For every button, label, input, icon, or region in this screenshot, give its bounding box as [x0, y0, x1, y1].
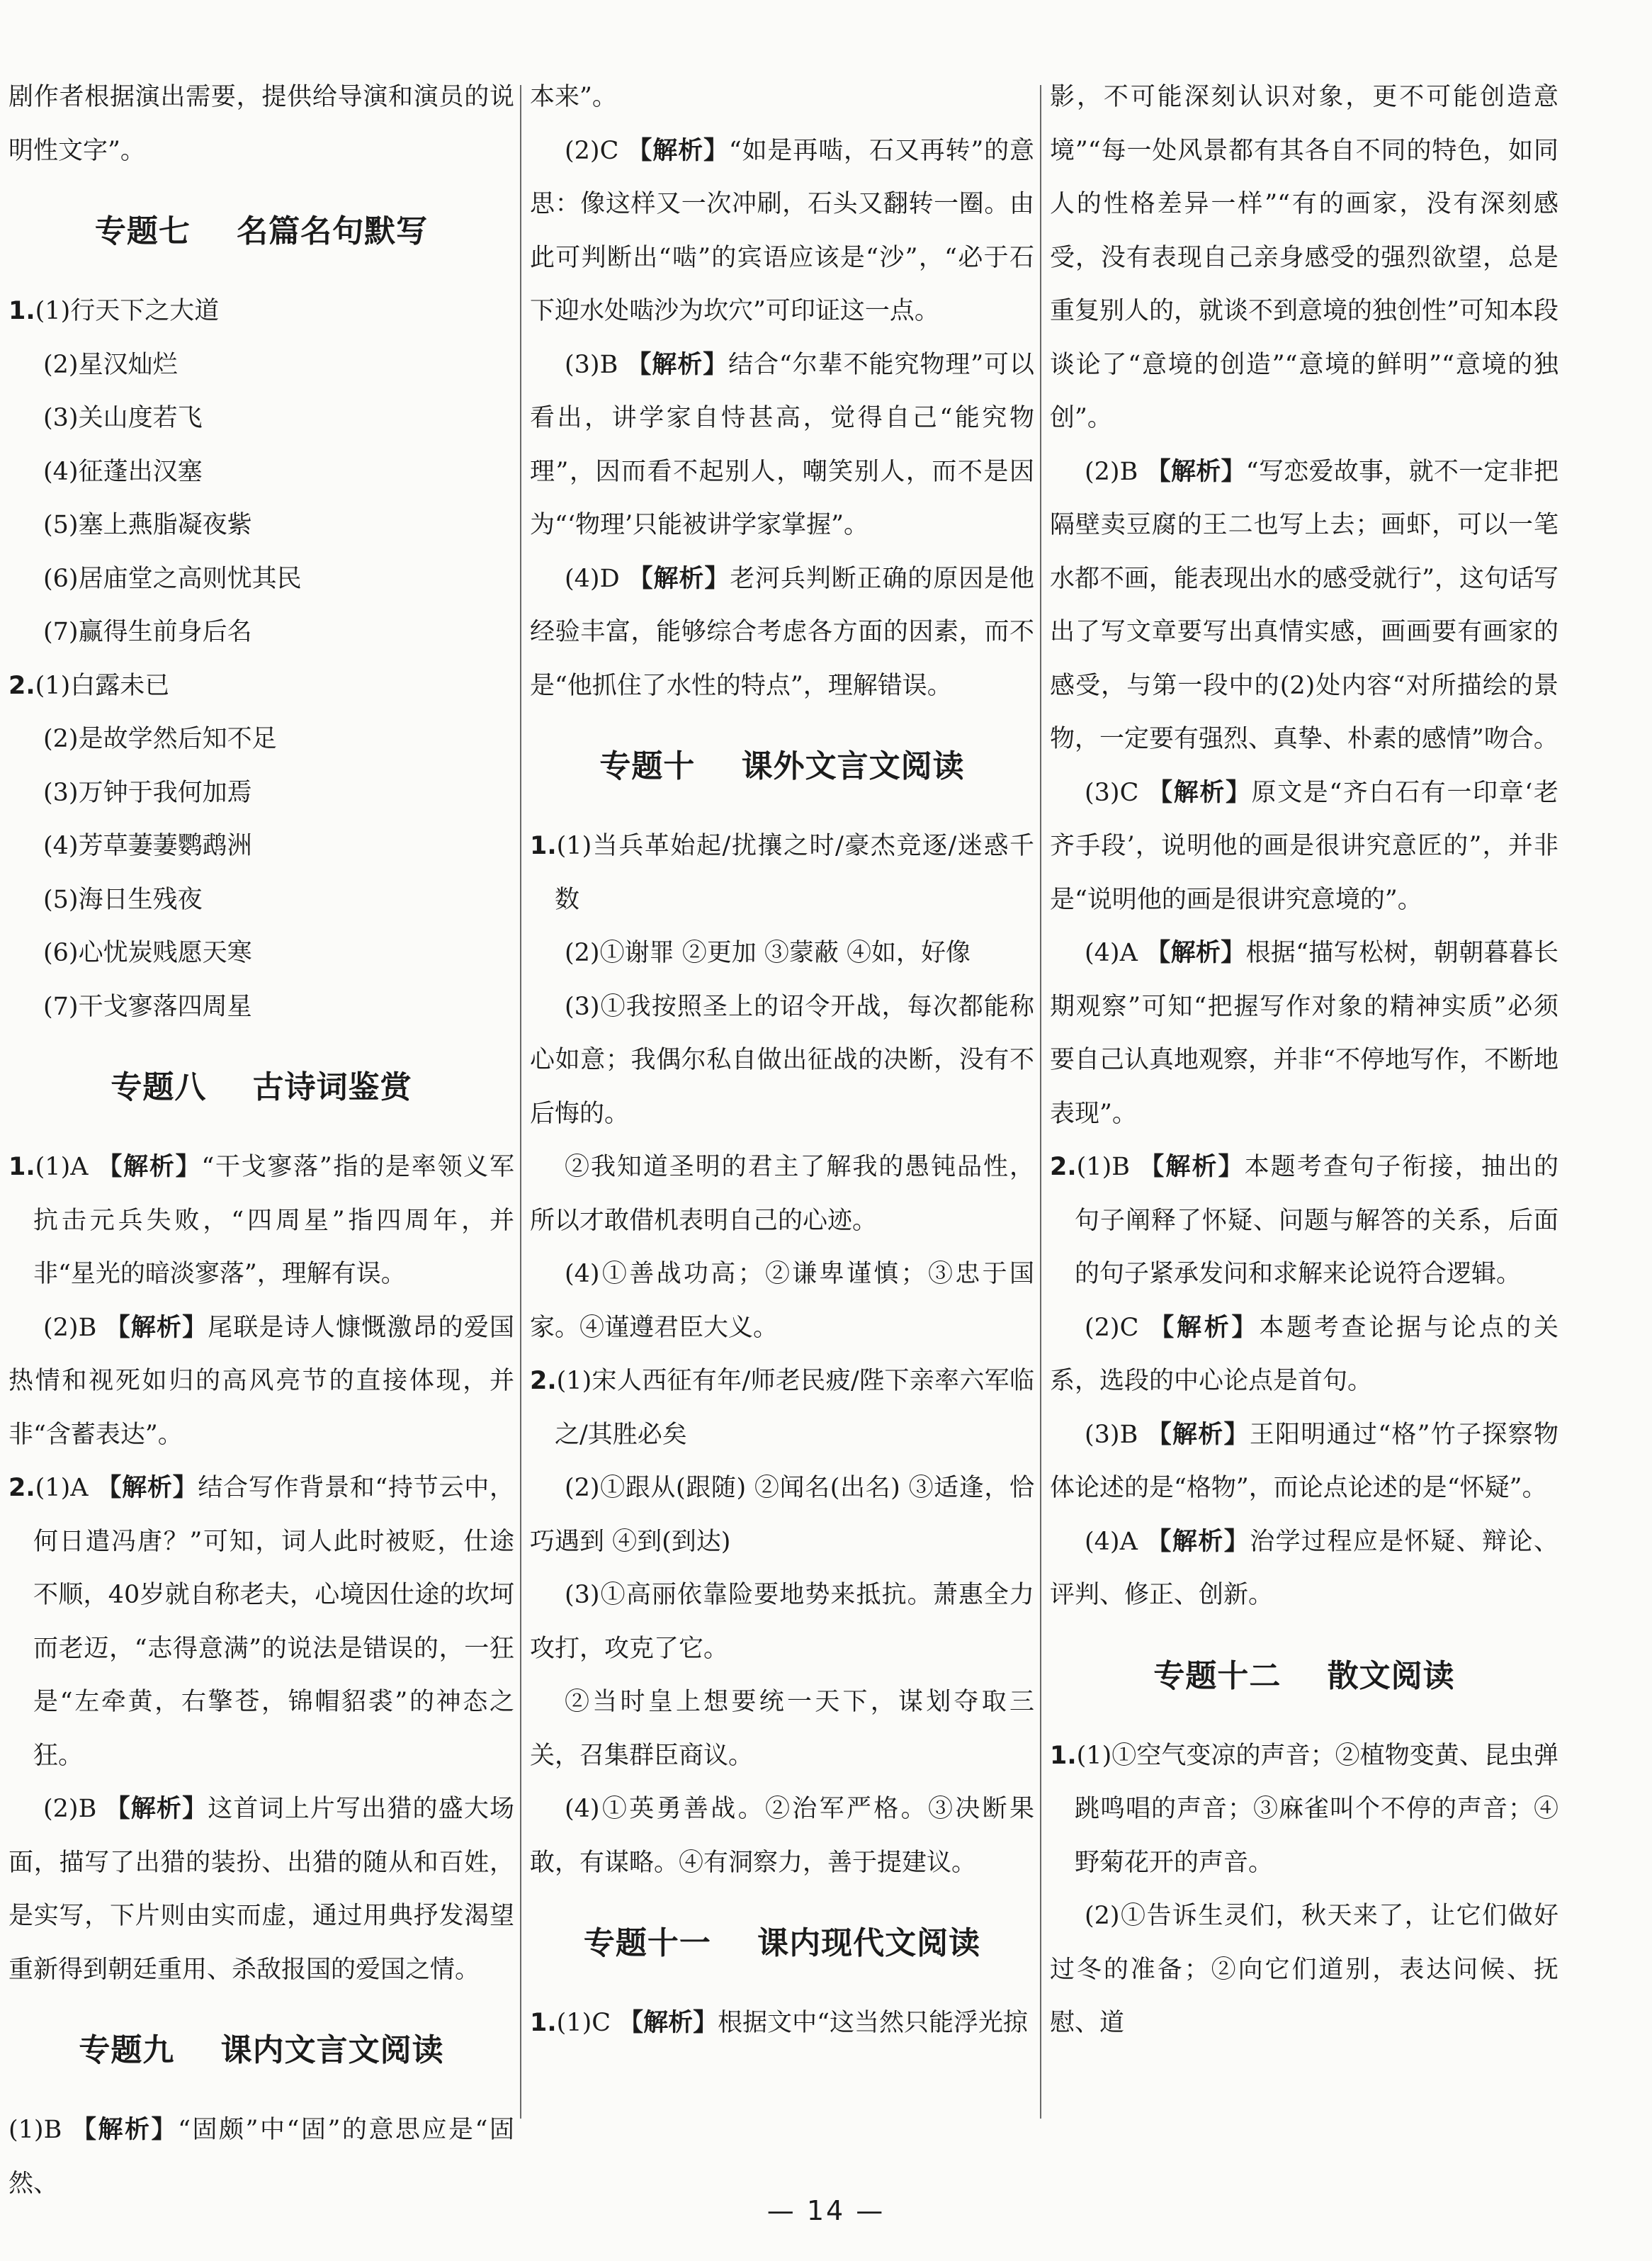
answer-text: 本题考查论据与论点的关系，选段的中心论点是首句。 [1050, 1313, 1558, 1395]
answer-text: (4)芳草萋萋鹦鹉洲 [43, 832, 252, 860]
answer-text: (5)海日生残夜 [43, 885, 203, 914]
answer-paragraph [530, 1462, 1034, 1569]
answer-choice: (4)A [1085, 1527, 1147, 1556]
answer-paragraph [9, 1783, 514, 1997]
answer-paragraph [9, 499, 514, 553]
analysis-tag: 【解析】 [1149, 1313, 1260, 1342]
answer-text: (1)白露未已 [35, 671, 170, 700]
analysis-tag: 【解析】 [105, 1795, 208, 1823]
answer-paragraph [1050, 927, 1558, 1141]
answer-text: ②我知道圣明的君主了解我的愚钝品性，所以才敢借机表明自己的心迹。 [530, 1153, 1034, 1235]
answer-paragraph [9, 874, 514, 927]
analysis-tag: 【解析】 [1148, 778, 1252, 807]
answer-text: 治学过程应是怀疑、辩论、评判、修正、创新。 [1050, 1527, 1558, 1609]
answer-paragraph [530, 1569, 1034, 1676]
answer-paragraph [530, 981, 1034, 1141]
question-number: 2. [1050, 1153, 1077, 1181]
answer-text: (1)宋人西征有年/师老民疲/陛下亲率六军临之/其胜必矣 [555, 1367, 1034, 1449]
answer-choice: (3)C [1085, 778, 1148, 807]
answer-paragraph [9, 660, 514, 714]
answer-text: (2)①谢罪 ②更加 ③蒙蔽 ④如，好像 [565, 939, 971, 967]
answer-text: 本来”。 [530, 83, 617, 111]
column-divider-left [520, 85, 521, 2119]
answer-choice: (1)B [9, 2116, 72, 2144]
answer-text: (3)万钟于我何加焉 [43, 778, 252, 807]
analysis-tag: 【解析】 [627, 136, 729, 165]
answer-paragraph [9, 553, 514, 607]
answer-paragraph [1050, 71, 1558, 446]
analysis-tag: 【解析】 [96, 1474, 198, 1502]
answer-text: “固颇”中“固”的意思应是“固然、 [9, 2116, 514, 2198]
answer-paragraph [9, 713, 514, 767]
answer-text: 老河兵判断正确的原因是他经验丰富，能够综合考虑各方面的因素，而不是“他抓住了水性的特点”，理解错误。 [530, 564, 1034, 700]
answer-paragraph [9, 927, 514, 981]
analysis-tag: 【解析】 [618, 2009, 718, 2037]
question-number: 1. [1050, 1741, 1077, 1770]
answer-text: ②当时皇上想要统一天下，谋划夺取三关，召集群臣商议。 [530, 1688, 1034, 1770]
answer-paragraph [530, 71, 1034, 125]
answer-text: 结合写作背景和“持节云中，何日遣冯唐？”可知，词人此时被贬，仕途不顺，40岁就自称老夫，心境因仕途的坎坷而老迈，“志得意满”的说法是错误的，一狂是“左牵黄，右擎苍，锦帽貂裘”的神态之狂。 [33, 1474, 514, 1770]
answer-paragraph [9, 1462, 514, 1783]
question-number: 1. [9, 297, 35, 325]
answer-choice: (2)B [43, 1313, 106, 1342]
answer-paragraph [530, 1248, 1034, 1355]
answer-choice: (1)A [35, 1474, 97, 1502]
section-heading: 专题八 古诗词鉴赏 [111, 1069, 412, 1105]
right-column [1050, 71, 1558, 2051]
answer-text: 根据“描写松树，朝朝暮暮长期观察”可知“把握写作对象的精神实质”必须要自己认真地观察，并非“不停地写作，不断地表现”。 [1050, 939, 1558, 1128]
answer-text: 剧作者根据演出需要，提供给导演和演员的说明性文字”。 [9, 83, 514, 165]
answer-paragraph [530, 1676, 1034, 1783]
question-number: 2. [9, 1474, 35, 1502]
answer-text: 王阳明通过“格”竹子探察物体论述的是“格物”，而论点论述的是“怀疑”。 [1050, 1420, 1558, 1502]
answer-choice: (2)C [1085, 1313, 1150, 1342]
answer-text: “写恋爱故事，就不一定非把隔壁卖豆腐的王二也写上去；画虾，可以一笔水都不画，能表现出水的感受就行”，这句话写出了写文章要写出真情实感，画画要有画家的感受，与第一段中的(2)处内容“对所描绘的景物，一定要有强烈、真挚、朴素的感情”吻合。 [1050, 457, 1558, 753]
answer-paragraph [1050, 446, 1558, 767]
answer-paragraph [1050, 1302, 1558, 1409]
answer-paragraph [530, 1783, 1034, 1890]
answer-paragraph [9, 446, 514, 500]
answer-paragraph [530, 1355, 1034, 1462]
answer-choice: (2)B [1085, 457, 1146, 486]
answer-text: (3)关山度若飞 [43, 404, 203, 432]
answer-text: 结合“尔辈不能究物理”可以看出，讲学家自恃甚高，觉得自己“能究物理”，因而看不起别人，嘲笑别人，而不是因为“‘物理’只能被讲学家掌握”。 [530, 350, 1034, 539]
answer-text: (1)行天下之大道 [35, 297, 220, 325]
answer-paragraph [9, 767, 514, 821]
page-number: — 14 — [766, 2195, 886, 2226]
answer-paragraph [1050, 1516, 1558, 1623]
column-divider-right [1040, 85, 1041, 2119]
answer-paragraph [530, 125, 1034, 339]
analysis-tag: 【解析】 [97, 1153, 202, 1181]
answer-choice: (3)B [565, 350, 627, 379]
left-column [9, 71, 514, 2211]
section-heading: 专题十一 课内现代文阅读 [583, 1925, 981, 1961]
analysis-tag: 【解析】 [1146, 1527, 1250, 1556]
analysis-tag: 【解析】 [1139, 1153, 1245, 1181]
answer-text: 这首词上片写出猎的盛大场面，描写了出猎的装扮、出猎的随从和百姓，是实写，下片则由实而虚，通过用典抒发渴望重新得到朝廷重用、杀敌报国的爱国之情。 [9, 1795, 514, 1984]
answer-text: (6)居庙堂之高则忧其民 [43, 564, 302, 593]
answer-paragraph [530, 1141, 1034, 1248]
answer-paragraph [1050, 1890, 1558, 2051]
answer-text: (7)干戈寥落四周星 [43, 992, 252, 1021]
answer-text: (4)①英勇善战。②治军严格。③决断果敢，有谋略。④有洞察力，善于提建议。 [530, 1795, 1034, 1877]
answer-text: (2)是故学然后知不足 [43, 725, 277, 753]
answer-paragraph [1050, 1141, 1558, 1302]
answer-paragraph [530, 339, 1034, 553]
section-heading: 专题九 课内文言文阅读 [79, 2032, 444, 2068]
answer-paragraph [530, 820, 1034, 927]
answer-choice: (1)C [556, 2009, 619, 2037]
answer-choice: (2)C [565, 136, 628, 165]
question-number: 1. [530, 2009, 557, 2037]
answer-paragraph [1050, 1730, 1558, 1890]
answer-paragraph [530, 553, 1034, 714]
answer-choice: (1)A [35, 1153, 98, 1181]
answer-text: (2)①告诉生灵们，秋天来了，让它们做好过冬的准备；②向它们道别，表达问候、抚慰、道 [1050, 1902, 1558, 2037]
answer-text: (6)心忧炭贱愿天寒 [43, 939, 252, 967]
answer-paragraph [1050, 1409, 1558, 1516]
answer-text: (1)①空气变凉的声音；②植物变黄、昆虫弹跳鸣唱的声音；③麻雀叫个不停的声音；④野菊花开的声音。 [1075, 1741, 1558, 1877]
answer-text: (3)①我按照圣上的诏令开战，每次都能称心如意；我偶尔私自做出征战的决断，没有不后悔的。 [530, 992, 1034, 1128]
question-number: 2. [530, 1367, 557, 1395]
answer-paragraph [9, 392, 514, 446]
middle-column [530, 71, 1034, 2051]
answer-text: 原文是“齐白石有一印章‘老齐手段’，说明他的画是很讲究意匠的”，并非是“说明他的画是很讲究意境的”。 [1050, 778, 1558, 914]
answer-paragraph [9, 820, 514, 874]
answer-paragraph [9, 71, 514, 178]
answer-paragraph [9, 606, 514, 660]
answer-text: 影，不可能深刻认识对象，更不可能创造意境”“每一处风景都有其各自不同的特色，如同人的性格差异一样”“有的画家，没有深刻感受，没有表现自己亲身感受的强烈欲望，总是重复别人的，就谈不到意境的独创性”可知本段谈论了“意境的创造”“意境的鲜明”“意境的独创”。 [1050, 83, 1558, 432]
answer-text: (4)征蓬出汉塞 [43, 457, 203, 486]
analysis-tag: 【解析】 [71, 2116, 179, 2144]
answer-text: (2)①跟从(跟随) ②闻名(出名) ③适逢，恰巧遇到 ④到(到达) [530, 1474, 1034, 1556]
section-heading: 专题十 课外文言文阅读 [599, 748, 965, 784]
answer-text: “如是再啮，石又再转”的意思：像这样又一次冲刷，石头又翻转一圈。由此可判断出“啮”的宾语应该是“沙”，“必于石下迎水处啮沙为坎穴”可印证这一点。 [530, 136, 1034, 325]
section-heading: 专题十二 散文阅读 [1153, 1657, 1455, 1694]
analysis-tag: 【解析】 [626, 350, 729, 379]
answer-paragraph [9, 1302, 514, 1462]
answer-choice: (1)B [1076, 1153, 1140, 1181]
answer-paragraph [9, 981, 514, 1034]
answer-text: (1)当兵革始起/扰攘之时/豪杰竞逐/迷惑千数 [555, 832, 1034, 914]
analysis-tag: 【解析】 [1146, 1420, 1250, 1449]
answer-text: 本题考查句子衔接，抽出的句子阐释了怀疑、问题与解答的关系，后面的句子紧承发问和求解来论说符合逻辑。 [1075, 1153, 1558, 1288]
answer-paragraph [1050, 767, 1558, 927]
answer-text: (3)①高丽依靠险要地势来抵抗。萧惠全力攻打，攻克了它。 [530, 1581, 1034, 1663]
answer-choice: (2)B [43, 1795, 106, 1823]
answer-text: (2)星汉灿烂 [43, 350, 178, 379]
answer-choice: (4)A [1085, 939, 1146, 967]
answer-choice: (4)D [565, 564, 628, 593]
answer-paragraph [530, 927, 1034, 981]
question-number: 1. [9, 1153, 35, 1181]
question-number: 2. [9, 671, 35, 700]
answer-text: (4)①善战功高；②谦卑谨慎；③忠于国家。④谨遵君臣大义。 [530, 1260, 1034, 1342]
analysis-tag: 【解析】 [628, 564, 730, 593]
analysis-tag: 【解析】 [105, 1313, 208, 1342]
answer-text: (7)赢得生前身后名 [43, 618, 252, 646]
question-number: 1. [530, 832, 557, 860]
answer-text: 尾联是诗人慷慨激昂的爱国热情和视死如归的高风亮节的直接体现，并非“含蓄表达”。 [9, 1313, 514, 1449]
answer-paragraph [9, 1141, 514, 1302]
answer-paragraph [530, 1997, 1034, 2051]
analysis-tag: 【解析】 [1145, 457, 1246, 486]
answer-paragraph [9, 339, 514, 393]
answer-choice: (3)B [1085, 1420, 1147, 1449]
answer-text: 根据文中“这当然只能浮光掠 [718, 2009, 1029, 2037]
section-heading: 专题七 名篇名句默写 [94, 213, 429, 249]
answer-paragraph [9, 285, 514, 339]
answer-text: “干戈寥落”指的是率领义军抗击元兵失败，“四周星”指四周年，并非“星光的暗淡寥落”，理解有误。 [33, 1153, 514, 1288]
analysis-tag: 【解析】 [1145, 939, 1246, 967]
answer-text: (5)塞上燕脂凝夜紫 [43, 511, 252, 539]
